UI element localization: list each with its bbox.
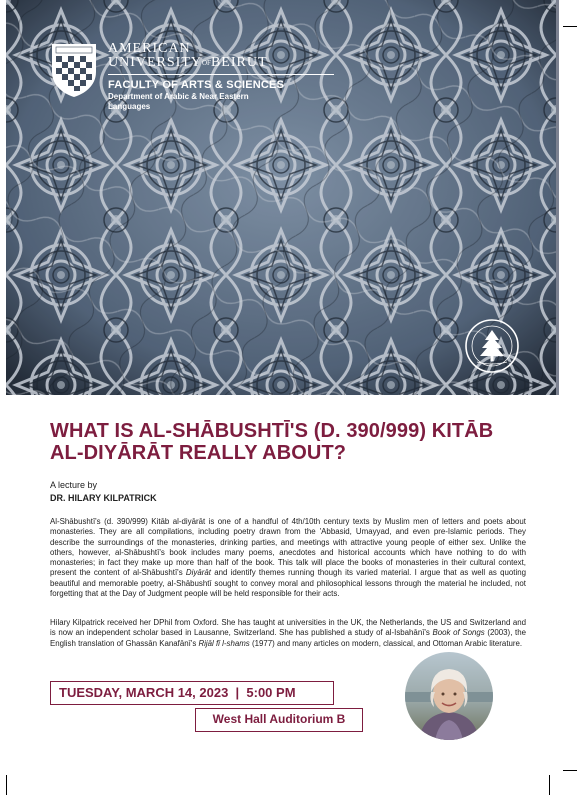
department-name: Department of Arabic & Near Eastern Languages bbox=[108, 92, 249, 111]
event-datetime: TUESDAY, MARCH 14, 2023 | 5:00 PM bbox=[50, 681, 334, 705]
university-of: OF bbox=[202, 59, 211, 67]
lecture-title: WHAT IS AL-SHĀBUSHTĪ'S (D. 390/999) KITĀB AL-DIYĀRĀT REALLY ABOUT? bbox=[50, 420, 494, 464]
aub-wordmark bbox=[108, 42, 334, 112]
university-city: BEIRUT bbox=[210, 55, 268, 70]
faculty-name: FACULTY OF ARTS & SCIENCES bbox=[108, 79, 285, 91]
bio-text: Hilary Kilpatrick received her DPhil from Oxford. She has taught at universities in the UK, the Netherlands, the US and Switzerland and is now an independent scholar based in Lausanne, Switzerland. She has published a study of al-Isbahānī's bbox=[50, 618, 526, 638]
abstract-text: Al-Shābushtī's (d. 390/999) Kitāb al-diyārāt is one of a handful of 4th/10th century texts by Muslim men of letters and poets about monasteries. They are all compilations, including poetry drawn from the 'Abbasid, Umayyad, and even pre-Islamic periods. They describe the surroundings of the monasteries, drinking parties, and meetings with attractive young people of either sex. Unlike the others, however, al-Shābushtī's book includes many poems, anecdotes and historical accounts which have nothing to do with monasteries; in fact they make up more than half of the book. This talk will place the books of monasteries in their cultural context, present the content of al-Shābushtī's bbox=[50, 517, 526, 578]
event-venue: West Hall Auditorium B bbox=[195, 708, 363, 732]
university-word: UNIVERSITY bbox=[108, 55, 202, 70]
bio-text: (1977) and many articles on modern, classical, and Ottoman Arabic literature. bbox=[249, 638, 523, 648]
bio-italic: Rijāl fī l-shams bbox=[198, 638, 250, 648]
bio-text: (2003), the English translation of Ghassān Kanafānī's bbox=[50, 628, 526, 648]
abstract-paragraph bbox=[50, 517, 526, 599]
hero-image bbox=[6, 0, 556, 395]
page-edge bbox=[556, 0, 559, 395]
university-name-line1: AMERICAN bbox=[108, 41, 191, 56]
abstract-text: and identify themes running though its varied material. I argue that as well as quoting beautiful and memorable poetry, al-Shābushtī sought to convey moral and philosophical lessons through the material he included, not forgetting that at the Day of Judgment people will be held responsible for their acts. bbox=[50, 568, 526, 599]
lecture-by-label: A lecture by bbox=[50, 480, 98, 490]
bio-italic: Book of Songs bbox=[432, 628, 485, 638]
speaker-name: DR. HILARY KILPATRICK bbox=[50, 493, 157, 503]
speaker-bio bbox=[50, 618, 526, 649]
logo-divider bbox=[108, 74, 334, 75]
abstract-italic: Diyārāt bbox=[185, 568, 211, 578]
speaker-photo bbox=[405, 652, 493, 740]
crop-mark bbox=[6, 775, 7, 795]
crop-mark bbox=[563, 770, 577, 771]
aub-shield-icon bbox=[50, 42, 98, 98]
university-name-line2 bbox=[108, 56, 334, 70]
crop-mark bbox=[563, 26, 577, 27]
cedar-seal-icon bbox=[464, 318, 520, 374]
crop-mark bbox=[549, 775, 550, 795]
